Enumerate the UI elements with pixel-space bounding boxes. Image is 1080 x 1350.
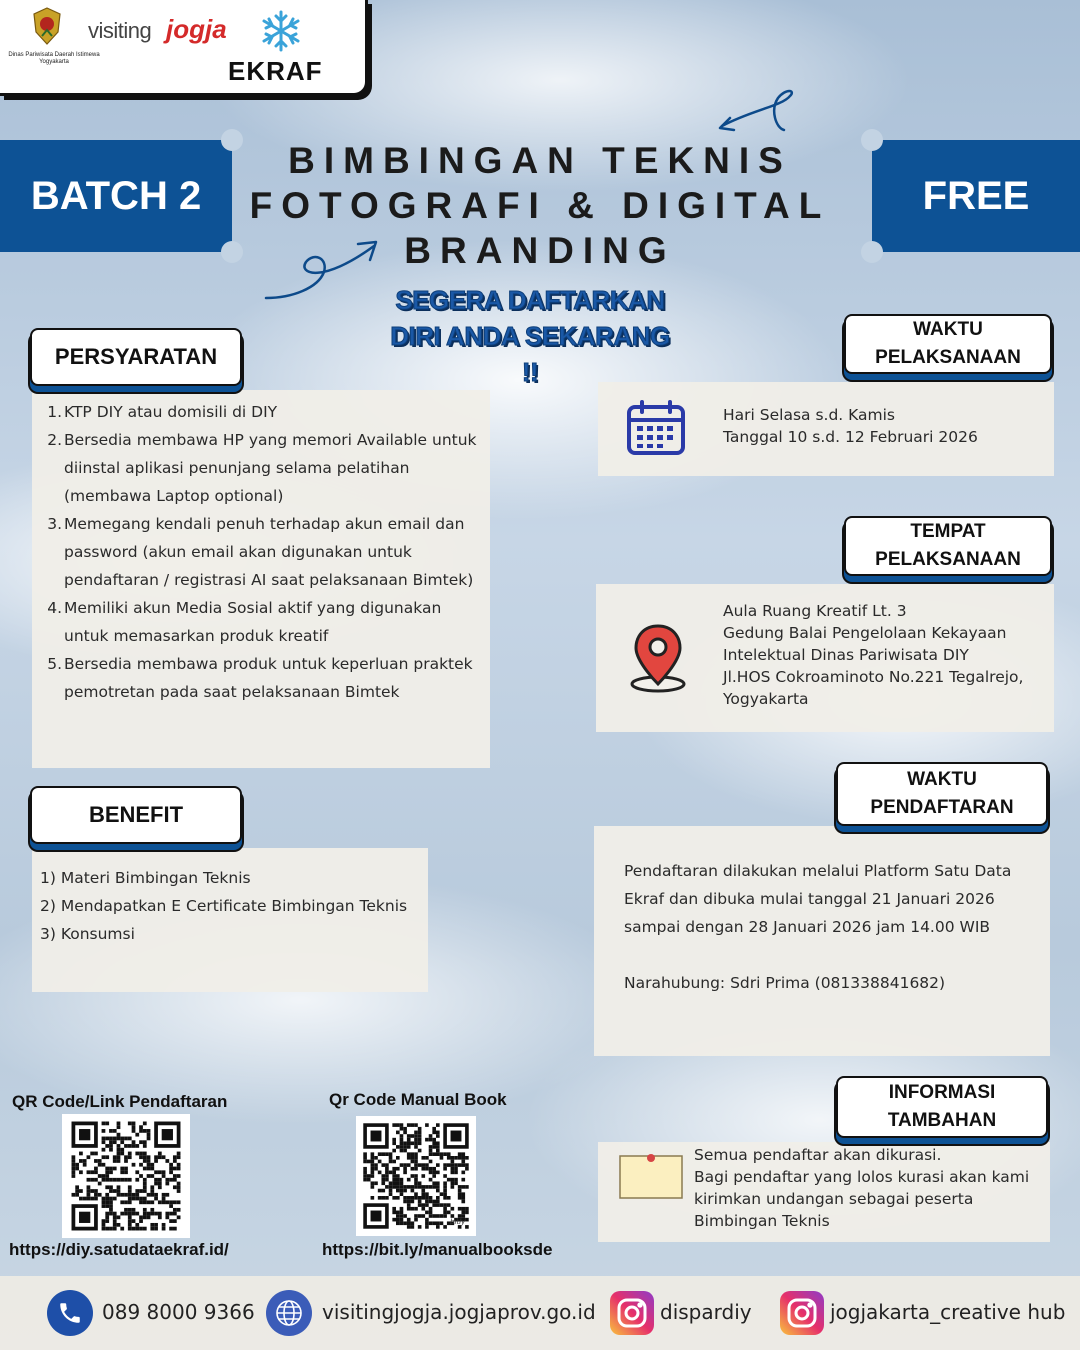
venue-line: Jl.HOS Cokroaminoto No.221 Tegalrejo,	[723, 668, 1024, 686]
schedule-label	[844, 314, 1052, 374]
info-label-line-1: INFORMASI	[888, 1082, 996, 1103]
benefit-item: 3) Konsumsi	[40, 925, 135, 943]
location-pin-icon	[628, 622, 688, 694]
free-label: FREE	[922, 173, 1030, 218]
requirement-text: Memiliki akun Media Sosial aktif yang digunakan untuk memasarkan produk kreatif	[64, 599, 442, 645]
venue-line: Yogyakarta	[723, 690, 809, 708]
free-banner	[872, 140, 1080, 252]
title-line-2: FOTOGRAFI & DIGITAL	[249, 185, 831, 226]
requirement-number: 3.	[47, 515, 62, 533]
requirement-item	[32, 650, 478, 706]
info-text	[694, 1144, 1046, 1232]
ekraf-snowflake-icon	[258, 8, 304, 54]
info-line: Semua pendaftar akan dikurasi.	[694, 1146, 942, 1164]
schedule-days: Hari Selasa s.d. Kamis	[723, 406, 896, 424]
registration-qr-label: QR Code/Link Pendaftaran	[12, 1092, 228, 1111]
info-label-line-2: TAMBAHAN	[887, 1110, 997, 1131]
requirement-item	[32, 426, 478, 510]
info-line: Bimbingan Teknis	[694, 1212, 830, 1230]
phone-icon	[47, 1290, 93, 1336]
sticky-note-icon	[618, 1150, 684, 1200]
venue-label	[844, 516, 1052, 576]
venue-text	[723, 600, 1043, 710]
dinas-logo-text: Dinas Pariwisata Daerah Istimewa Yogyakarta	[8, 52, 100, 65]
instagram-icon	[780, 1291, 824, 1335]
curly-arrow-icon	[712, 88, 804, 140]
cta-heading	[340, 282, 720, 390]
requirement-text: KTP DIY atau domisili di DIY	[64, 403, 278, 421]
requirement-item	[32, 594, 478, 650]
cta-line-3: !!	[521, 357, 539, 387]
requirement-number: 5.	[47, 655, 62, 673]
footer-phone[interactable]: 089 8000 9366	[102, 1300, 255, 1324]
instagram-icon	[610, 1291, 654, 1335]
registration-text	[624, 857, 1020, 997]
requirement-text: Bersedia membawa produk untuk keperluan praktek pemotretan pada saat pelaksanaan Bimtek	[64, 655, 473, 701]
footer-instagram-creative-hub[interactable]: jogjakarta_creative hub	[830, 1300, 1066, 1324]
cta-line-2: DIRI ANDA SEKARANG	[390, 321, 670, 351]
registration-label-line-1: WAKTU	[907, 769, 977, 790]
info-line: Bagi pendaftar yang lolos kurasi akan kami	[694, 1168, 1030, 1186]
registration-description: Pendaftaran dilakukan melalui Platform Satu Data Ekraf dan dibuka mulai tanggal 21 Januari 2026 sampai dengan 28 Januari 2026 jam 14.00 WIB	[624, 862, 1012, 936]
registration-label-line-2: PENDAFTARAN	[870, 797, 1014, 818]
footer-instagram-dispardiy[interactable]: dispardiy	[660, 1300, 752, 1324]
requirement-number: 1.	[47, 403, 62, 421]
jogja-logo-text: jogja	[166, 14, 227, 44]
title-line-1: BIMBINGAN TEKNIS	[288, 140, 792, 181]
ekraf-logo-text: EKRAF	[228, 56, 323, 86]
notch-decoration	[861, 129, 883, 151]
batch-label: BATCH 2	[30, 173, 202, 218]
benefit-item: 1) Materi Bimbingan Teknis	[40, 869, 251, 887]
calendar-icon	[626, 400, 686, 456]
footer-website[interactable]: visitingjogja.jogjaprov.go.id	[322, 1300, 596, 1324]
requirement-text: Memegang kendali penuh terhadap akun email dan password (akun email akan digunakan untuk pendaftaran / registrasi AI saat pelaksanaan Bimtek)	[64, 515, 474, 589]
globe-icon	[266, 1290, 312, 1336]
registration-qr-code[interactable]	[62, 1114, 190, 1238]
bitly-mark: bitly	[450, 1218, 466, 1226]
schedule-dates: Tanggal 10 s.d. 12 Februari 2026	[723, 428, 978, 446]
batch-banner	[0, 140, 232, 252]
schedule-label-line-2: PELAKSANAAN	[875, 347, 1021, 368]
requirement-number: 4.	[47, 599, 62, 617]
schedule-text	[723, 404, 1043, 448]
schedule-label-line-1: WAKTU	[913, 319, 983, 340]
venue-label-line-1: TEMPAT	[910, 521, 986, 542]
cta-line-1: SEGERA DAFTARKAN	[395, 285, 665, 315]
registration-contact: Narahubung: Sdri Prima (081338841682)	[624, 974, 946, 992]
benefit-item: 2) Mendapatkan E Certificate Bimbingan Teknis	[40, 897, 408, 915]
info-line: kirimkan undangan sebagai peserta	[694, 1190, 974, 1208]
benefit-list	[40, 864, 430, 948]
requirement-item	[32, 398, 478, 426]
requirements-label: PERSYARATAN	[30, 328, 242, 386]
venue-line: Gedung Balai Pengelolaan Kekayaan	[723, 624, 1007, 642]
venue-label-line-2: PELAKSANAAN	[875, 549, 1021, 570]
registration-label	[836, 762, 1048, 826]
manual-book-qr-label: Qr Code Manual Book	[329, 1090, 507, 1109]
visiting-logo-text: visiting	[88, 18, 152, 43]
registration-link[interactable]: https://diy.satudataekraf.id/	[9, 1240, 229, 1259]
title-line-3: BRANDING	[404, 230, 676, 271]
requirements-list	[32, 398, 478, 706]
dispar-crest-icon	[30, 6, 64, 46]
info-label	[836, 1076, 1048, 1138]
manual-book-link[interactable]: https://bit.ly/manualbooksde	[322, 1240, 553, 1259]
benefit-label: BENEFIT	[30, 786, 242, 844]
requirement-text: Bersedia membawa HP yang memori Available untuk diinstal aplikasi penunjang selama pelatihan (membawa Laptop optional)	[64, 431, 477, 505]
notch-decoration	[861, 241, 883, 263]
venue-line: Aula Ruang Kreatif Lt. 3	[723, 602, 907, 620]
venue-line: Intelektual Dinas Pariwisata DIY	[723, 646, 969, 664]
requirement-item	[32, 510, 478, 594]
requirement-number: 2.	[47, 431, 62, 449]
